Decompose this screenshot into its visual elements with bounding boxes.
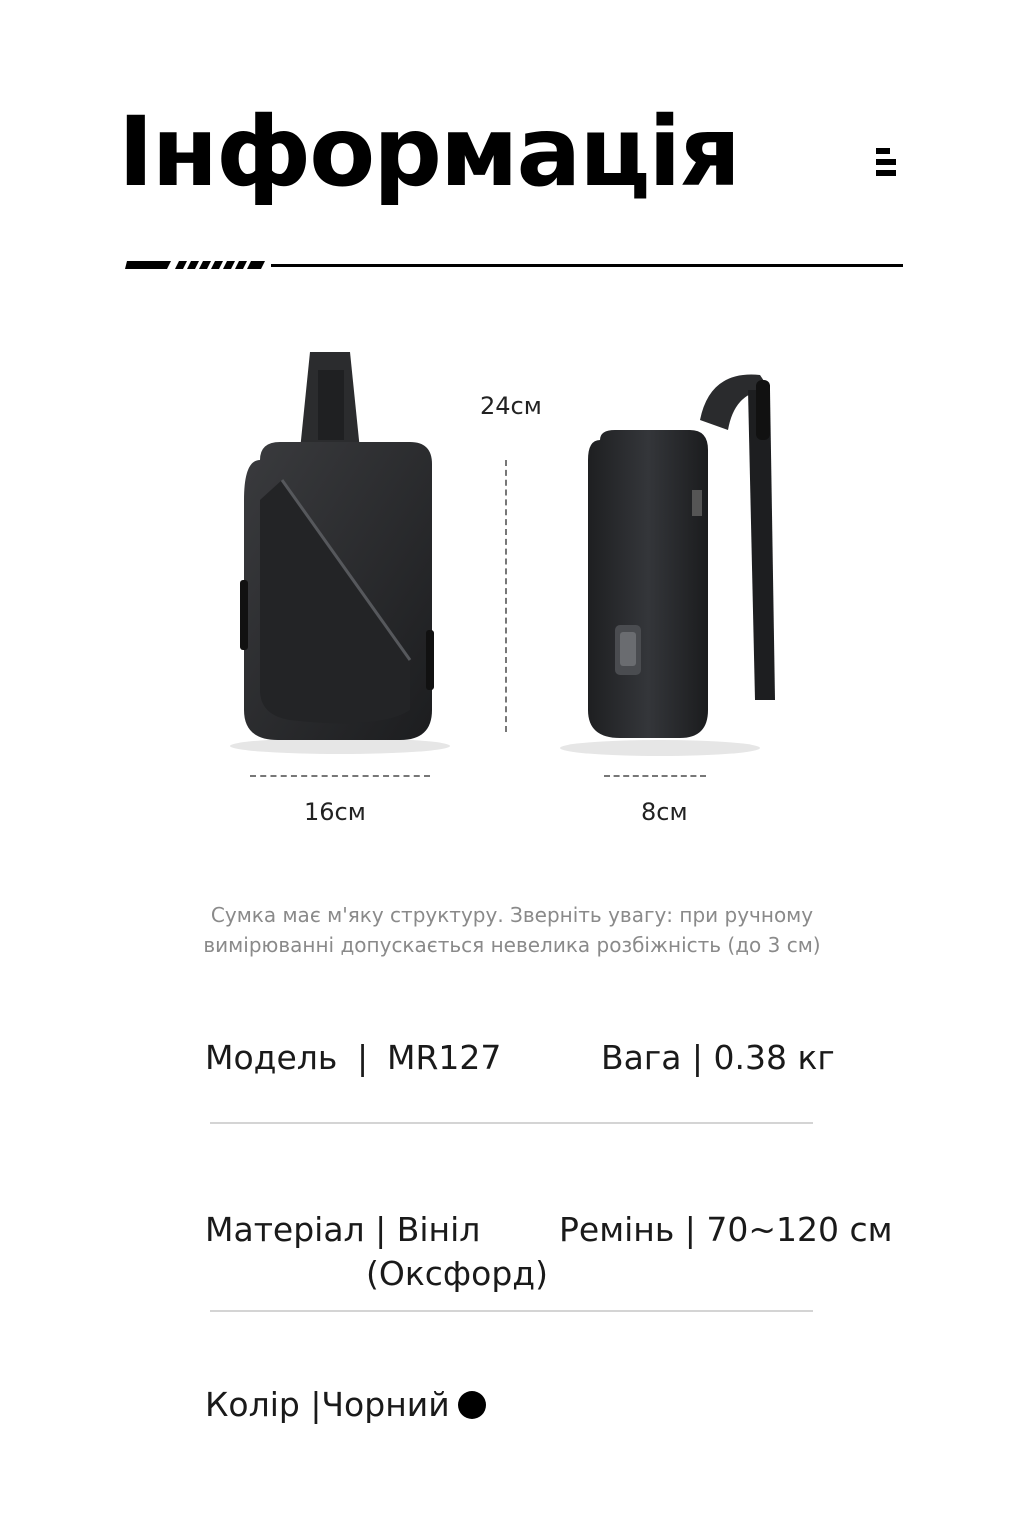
measurement-note	[150, 900, 874, 960]
page-title: Інформація	[118, 96, 739, 208]
spec-model-value: MR127	[387, 1038, 502, 1077]
spec-model-separator: |	[357, 1038, 369, 1077]
header-rule	[125, 258, 905, 272]
menu-icon	[876, 148, 902, 184]
color-swatch-black	[458, 1391, 486, 1419]
divider	[210, 1310, 813, 1312]
width-dimension-line	[250, 775, 430, 777]
height-dimension-line	[505, 460, 507, 732]
note-line-2: вимірюванні допускається невелика розбіжність (до 3 см)	[203, 933, 821, 957]
depth-label: 8см	[641, 798, 688, 826]
bag-front-image	[200, 330, 480, 770]
note-line-1: Сумка має м'яку структуру. Зверніть увагу: при ручному	[210, 903, 814, 927]
spec-strap: Ремінь | 70~120 см	[559, 1210, 893, 1249]
depth-dimension-line	[604, 775, 706, 777]
width-label: 16см	[304, 798, 366, 826]
spec-color	[205, 1383, 486, 1427]
spec-model-label: Модель	[205, 1038, 338, 1077]
divider	[210, 1122, 813, 1124]
height-label: 24см	[480, 392, 542, 420]
spec-color-text: Колір |Чорний	[205, 1385, 450, 1424]
spec-weight: Вага | 0.38 кг	[601, 1038, 835, 1077]
spec-material-continued: (Оксфорд)	[366, 1254, 548, 1293]
bag-side-image	[560, 350, 820, 770]
spec-material: Матеріал | Вініл	[205, 1210, 481, 1249]
